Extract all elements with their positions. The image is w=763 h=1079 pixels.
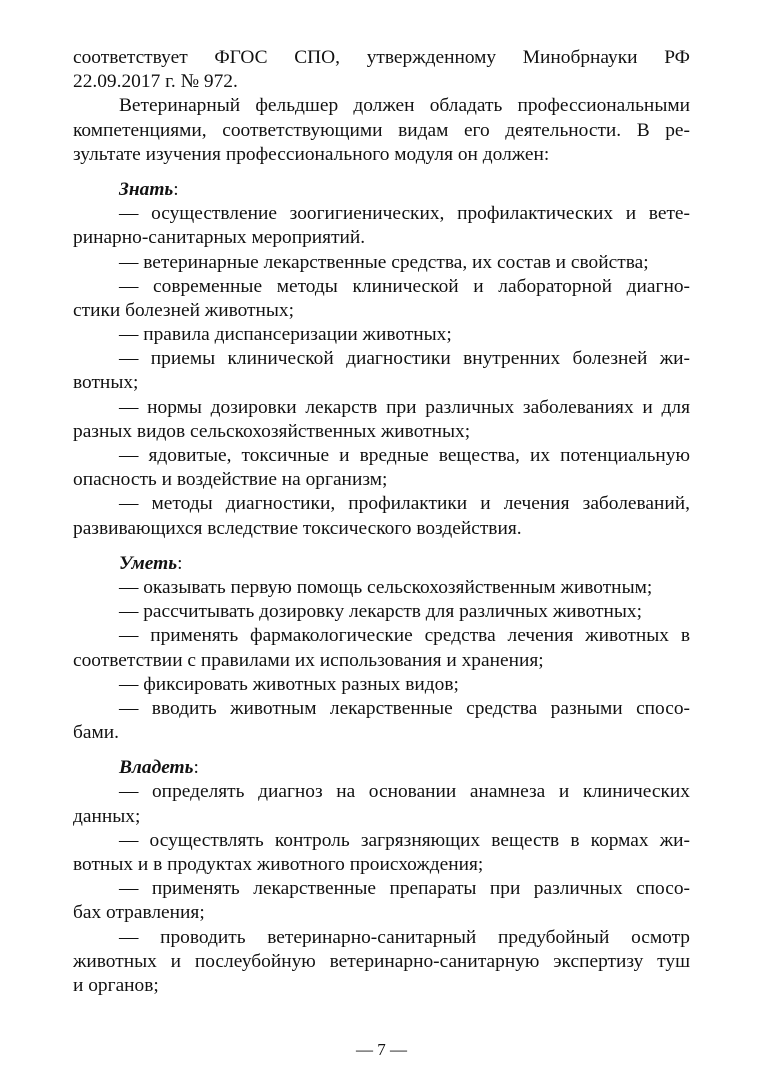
can-item: — фиксировать животных разных видов; (119, 673, 459, 695)
own-item: данных; (73, 805, 141, 827)
own-item: — осуществлять контроль загрязняющих веществ в кормах жи- (119, 829, 690, 851)
can-item: — оказывать первую помощь сельскохозяйственным животным; (119, 576, 653, 598)
can-heading-row (73, 552, 690, 576)
own-item: вотных и в продуктах животного происхождения; (73, 854, 484, 875)
know-item: — ветеринарные лекарственные средства, их состав и свойства; (119, 251, 649, 273)
can-item: — вводить животным лекарственные средства разными спосо- (119, 697, 690, 719)
know-heading-colon: : (173, 178, 179, 200)
own-item: животных и послеубойную ветеринарно-санитарную экспертизу туш (73, 950, 690, 972)
know-item: ринарно-санитарных мероприятий. (73, 227, 366, 249)
can-heading-colon: : (177, 552, 183, 574)
know-item: — нормы дозировки лекарств при различных заболеваниях и для (119, 396, 690, 418)
intro-line-1: соответствует ФГОС СПО, утвержденному Минобрнауки РФ (73, 47, 690, 68)
can-heading: Уметь (119, 552, 178, 574)
page-number: — 7 — (356, 1040, 407, 1059)
know-item: разных видов сельскохозяйственных животных; (73, 420, 471, 442)
intro-line-4: компетенциями, соответствующими видам его деятельности. В ре- (73, 119, 690, 141)
can-item: бами. (73, 722, 119, 744)
own-item: — проводить ветеринарно-санитарный предубойный осмотр (119, 926, 690, 948)
intro-line-2: 22.09.2017 г. № 972. (73, 71, 238, 93)
intro-line-5: зультате изучения профессионального модуля он должен: (73, 143, 550, 165)
know-item: — осуществление зоогигиенических, профилактических и вете- (119, 203, 690, 225)
own-heading-row (73, 756, 690, 780)
intro-line-3: Ветеринарный фельдшер должен обладать профессиональными (119, 95, 690, 117)
can-item: соответствии с правилами их использования и хранения; (73, 649, 544, 671)
own-item: — определять диагноз на основании анамнеза и клинических (119, 781, 690, 803)
own-item: — применять лекарственные препараты при различных спосо- (119, 878, 690, 900)
know-item: — ядовитые, токсичные и вредные вещества, их потенциальную (119, 445, 690, 466)
can-item: — рассчитывать дозировку лекарств для различных животных; (119, 601, 643, 623)
document-page (73, 46, 690, 998)
own-heading-colon: : (193, 757, 199, 779)
own-heading: Владеть (119, 757, 194, 779)
own-item: и органов; (73, 974, 159, 996)
know-heading-row (73, 178, 690, 202)
know-item: развивающихся вследствие токсического воздействия. (73, 517, 522, 539)
own-item: бах отравления; (73, 902, 205, 924)
know-item: вотных; (73, 372, 139, 394)
know-heading: Знать (119, 178, 174, 200)
know-item: — приемы клинической диагностики внутренних болезней жи- (119, 348, 690, 370)
know-item: — методы диагностики, профилактики и лечения заболеваний, (119, 493, 690, 515)
know-item: опасность и воздействие на организм; (73, 469, 388, 491)
know-item: — правила диспансеризации животных; (119, 324, 452, 346)
know-item: стики болезней животных; (73, 299, 294, 321)
can-item: — применять фармакологические средства лечения животных в (119, 625, 690, 647)
know-item: — современные методы клинической и лабораторной диагно- (119, 275, 690, 297)
